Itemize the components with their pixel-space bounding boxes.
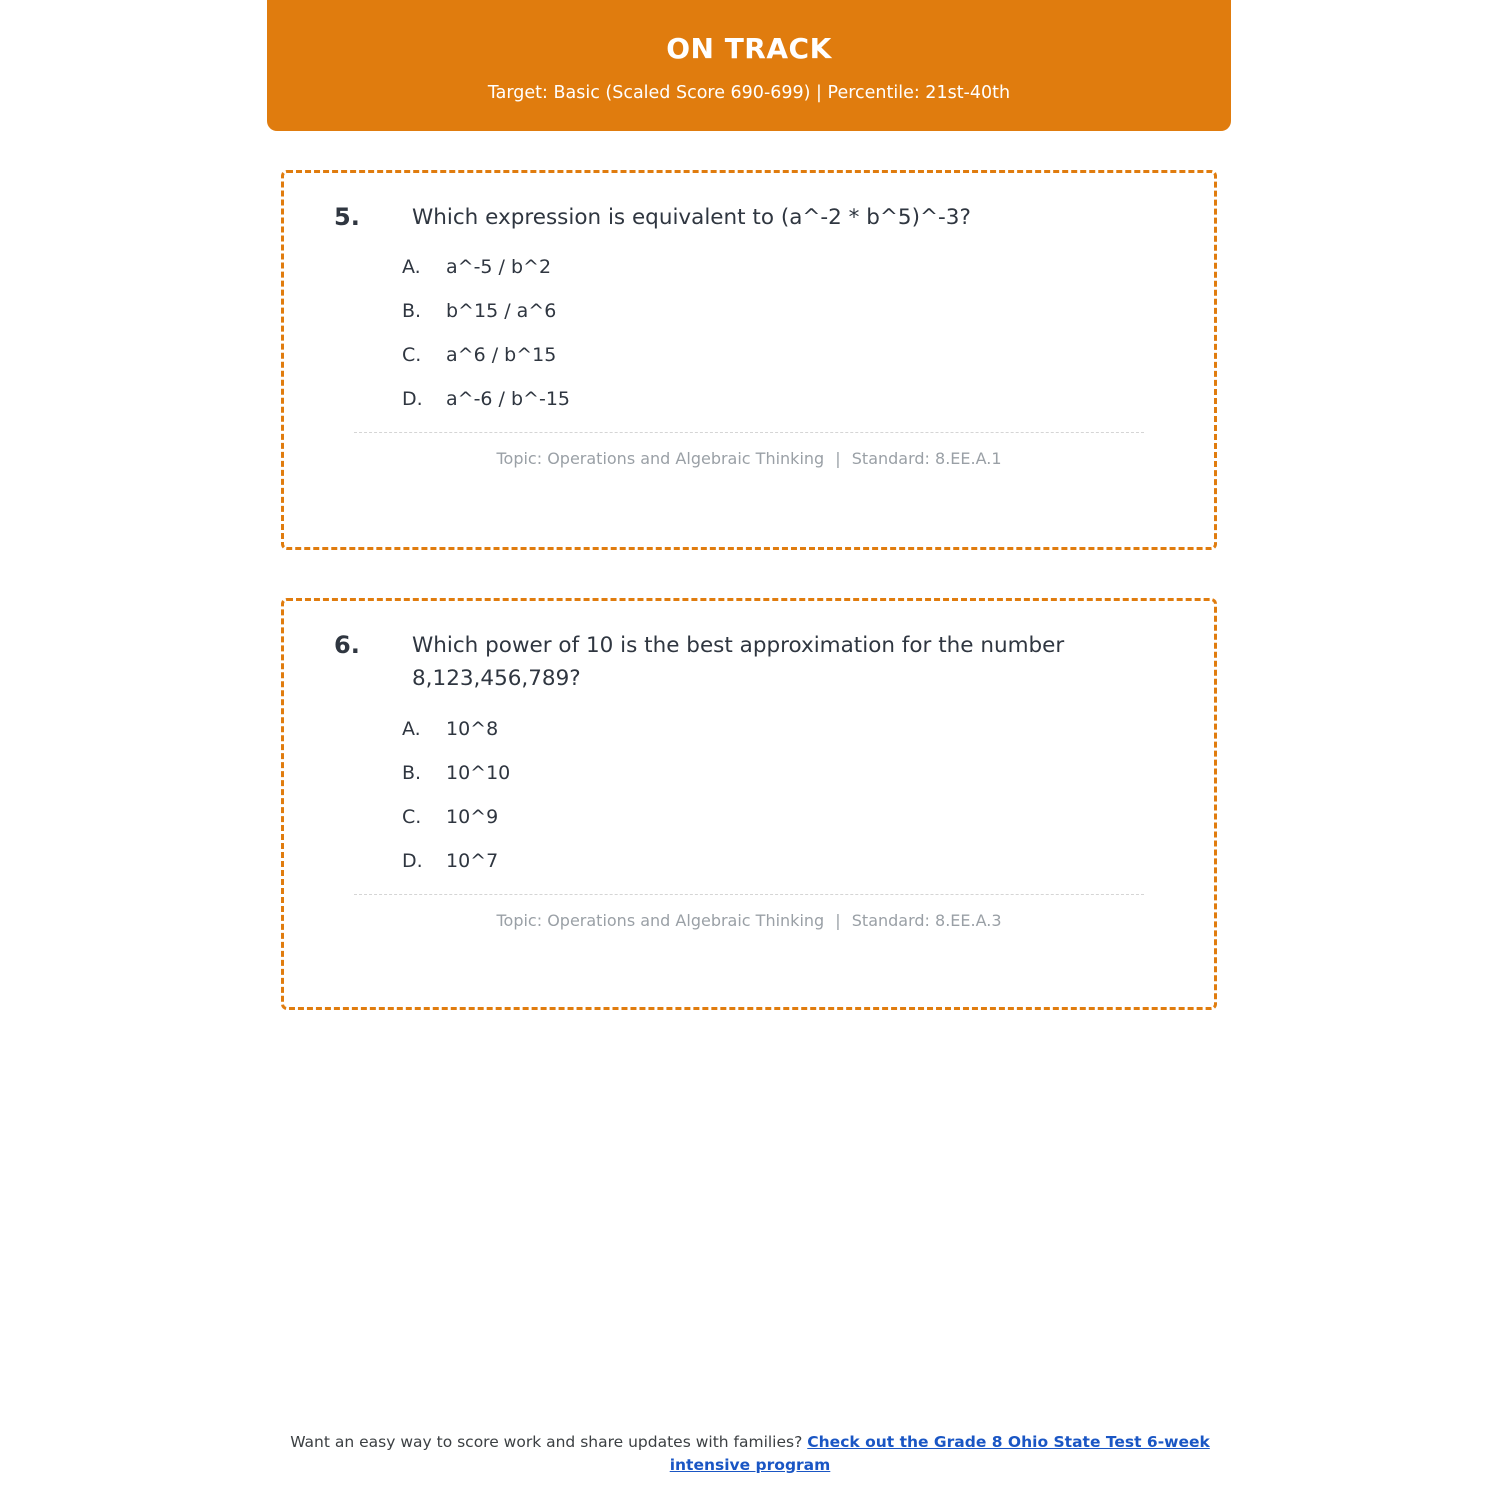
question-header [320,629,1178,696]
meta-separator: | [835,449,841,469]
program-link[interactable]: Check out the Grade 8 Ohio State Test 6-week [807,1433,1210,1452]
choice-text: 10^8 [446,717,499,740]
choice-text: a^6 / b^15 [446,344,557,367]
choice-letter: D. [402,388,423,411]
choice-text: 10^7 [446,849,499,872]
answer-choice[interactable] [402,344,1178,366]
answer-choice[interactable] [402,850,1178,872]
question-standard: Standard: 8.EE.A.3 [851,910,1002,930]
question-meta [320,911,1178,930]
choice-letter: A. [402,717,421,740]
status-banner [267,0,1231,131]
answer-choice[interactable] [402,256,1178,278]
question-prompt: Which expression is equivalent to (a^-2 * b^5)^-3? [412,205,971,230]
choice-letter: C. [402,805,422,828]
footer [0,1431,1500,1476]
footer-text: Want an easy way to score work and share updates with families? [290,1433,808,1452]
question-card [281,170,1217,550]
choice-text: 10^9 [446,805,499,828]
answer-choice[interactable] [402,762,1178,784]
choice-text: a^-5 / b^2 [446,256,552,279]
divider [354,894,1144,895]
banner-title: ON TRACK [666,32,832,65]
answer-choice[interactable] [402,300,1178,322]
answer-choice[interactable] [402,806,1178,828]
question-standard: Standard: 8.EE.A.1 [851,449,1002,469]
choice-text: 10^10 [446,761,511,784]
question-prompt: Which power of 10 is the best approximation for the number 8,123,456,789? [412,633,1065,692]
question-meta [320,449,1178,468]
choice-letter: C. [402,344,422,367]
choice-letter: B. [402,761,422,784]
choice-letter: B. [402,300,422,323]
answer-choice[interactable] [402,718,1178,740]
question-topic: Topic: Operations and Algebraic Thinking [496,910,825,930]
divider [354,432,1144,433]
choice-letter: A. [402,256,421,279]
choice-text: a^-6 / b^-15 [446,388,571,411]
answer-choice[interactable] [402,388,1178,410]
question-number: 5. [334,203,360,231]
choice-text: b^15 / a^6 [446,300,557,323]
question-card [281,598,1217,1010]
banner-subtitle: Target: Basic (Scaled Score 690-699) | Percentile: 21st-40th [487,82,1011,103]
program-link-line2[interactable]: intensive program [669,1455,831,1474]
answer-choices [320,256,1178,410]
question-topic: Topic: Operations and Algebraic Thinking [496,449,825,469]
question-header [320,201,1178,234]
meta-separator: | [835,910,841,930]
question-number: 6. [334,631,360,659]
choice-letter: D. [402,849,423,872]
answer-choices [320,718,1178,872]
